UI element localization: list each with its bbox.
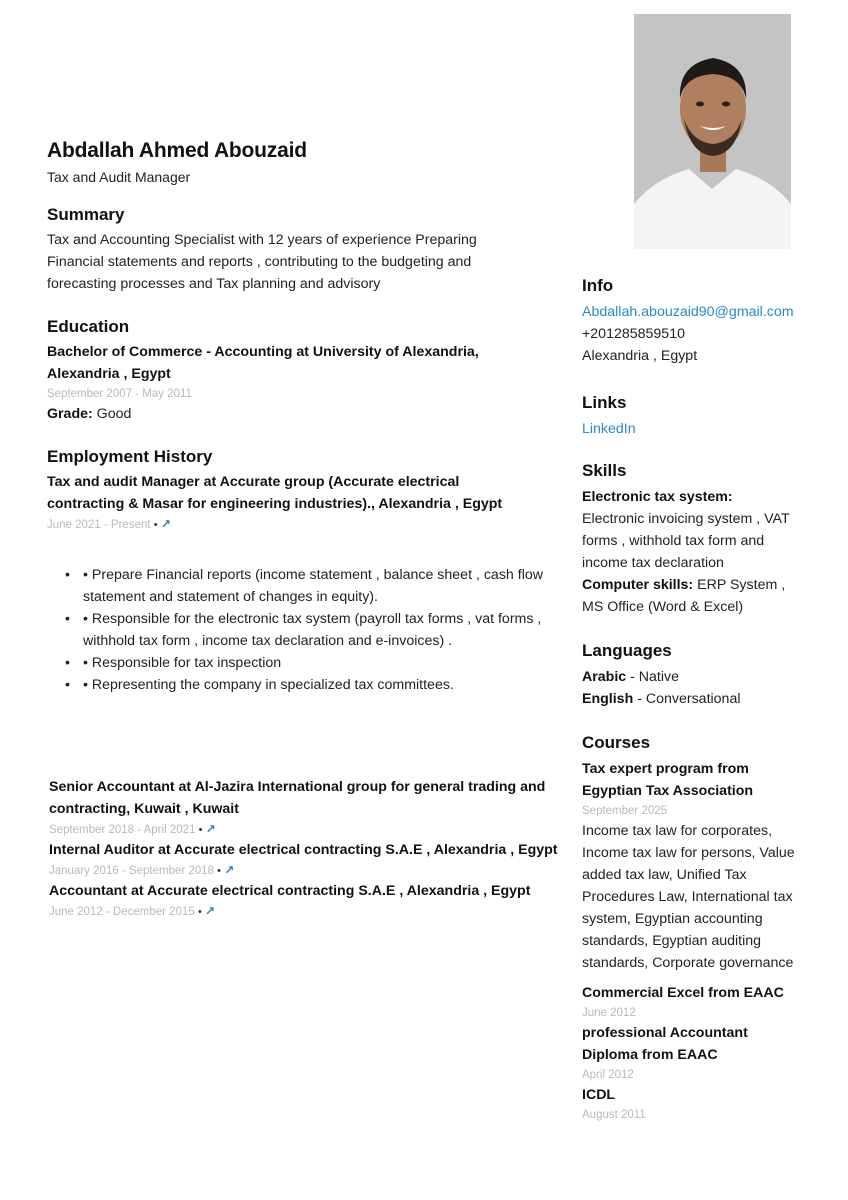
languages-heading: Languages bbox=[582, 641, 672, 660]
list-item: • • Prepare Financial reports (income statement , balance sheet , cash flow statement and statement of changes in equity). bbox=[47, 564, 557, 608]
language-item: Arabic - Native bbox=[582, 669, 679, 685]
candidate-title: Tax and Audit Manager bbox=[47, 169, 191, 185]
employment-older-jobs bbox=[49, 776, 559, 921]
skill-item: Computer skills: ERP System , MS Office (Word & Excel) bbox=[582, 577, 786, 615]
grade-value: Good bbox=[92, 406, 132, 422]
education-grade bbox=[47, 403, 557, 425]
external-link-icon[interactable]: ↗ bbox=[205, 904, 216, 918]
course-title: ICDL bbox=[582, 1087, 616, 1103]
job-dates-text: June 2021 - Present bbox=[47, 519, 151, 531]
courses-heading: Courses bbox=[582, 733, 651, 752]
external-link-icon[interactable]: ↗ bbox=[160, 517, 171, 531]
phone-number: +201285859510 bbox=[582, 326, 685, 342]
course-title: Commercial Excel from EAAC bbox=[582, 985, 784, 1001]
summary-text: Tax and Accounting Specialist with 12 years of experience Preparing Financial statements and reports , contributing to the budgeting and forecasting processes and Tax planning and advisory bbox=[47, 232, 477, 292]
separator-dot: • bbox=[198, 824, 203, 836]
list-item: • • Responsible for tax inspection bbox=[47, 652, 557, 674]
separator-dot: • bbox=[217, 865, 222, 877]
bullet-icon: • bbox=[65, 677, 70, 693]
course-date: June 2012 bbox=[582, 1007, 636, 1019]
list-item: • • Responsible for the electronic tax system (payroll tax forms , vat forms , withhold tax form , income tax declaration and e-invoices) . bbox=[47, 608, 557, 652]
language-item: English - Conversational bbox=[582, 691, 741, 707]
languages-section bbox=[582, 641, 832, 710]
links-section bbox=[582, 393, 832, 440]
job-title: Tax and audit Manager at Accurate group (Accurate electrical contracting & Masar for engineering industries)., Alexandria , Egypt bbox=[47, 474, 503, 512]
bullet-icon: • bbox=[65, 567, 70, 583]
location: Alexandria , Egypt bbox=[582, 348, 698, 364]
email-link[interactable]: Abdallah.abouzaid90@gmail.com bbox=[582, 304, 794, 320]
links-heading: Links bbox=[582, 393, 627, 412]
job-title: Internal Auditor at Accurate electrical contracting S.A.E , Alexandria , Egypt bbox=[49, 842, 558, 858]
skills-heading: Skills bbox=[582, 461, 627, 480]
skills-section bbox=[582, 461, 832, 618]
employment-heading: Employment History bbox=[47, 447, 213, 466]
education-heading: Education bbox=[47, 317, 130, 336]
bullet-icon: • bbox=[65, 611, 70, 627]
education-dates: September 2007 - May 2011 bbox=[47, 388, 192, 400]
external-link-icon[interactable]: ↗ bbox=[224, 863, 235, 877]
profile-photo bbox=[634, 14, 791, 249]
linkedin-link[interactable]: LinkedIn bbox=[582, 421, 636, 437]
job-title: Senior Accountant at Al-Jazira International group for general trading and contracting, Kuwait , Kuwait bbox=[49, 779, 546, 817]
summary-section bbox=[47, 205, 557, 295]
course-date: September 2025 bbox=[582, 805, 668, 817]
education-section bbox=[47, 317, 557, 425]
job-dates: June 2012 - December 2015 • ↗ bbox=[49, 904, 216, 918]
job-dates: January 2016 - September 2018 • ↗ bbox=[49, 863, 235, 877]
course-title: professional Accountant Diploma from EAAC bbox=[582, 1025, 748, 1063]
list-item: • • Representing the company in specialized tax committees. bbox=[47, 674, 557, 696]
person-portrait-icon bbox=[634, 14, 791, 249]
info-section bbox=[582, 276, 832, 367]
employment-section bbox=[47, 447, 557, 696]
job-responsibilities bbox=[47, 564, 557, 696]
course-date: April 2012 bbox=[582, 1069, 634, 1081]
summary-heading: Summary bbox=[47, 205, 125, 224]
education-title: Bachelor of Commerce - Accounting at University of Alexandria, Alexandria , Egypt bbox=[47, 344, 479, 382]
course-date: August 2011 bbox=[582, 1109, 646, 1121]
course-description: Income tax law for corporates, Income tax law for persons, Value added tax law, Unified Tax Procedures Law, International tax system, Egyptian accounting standards, Egyptian auditing standards, Corporate governance bbox=[582, 823, 795, 971]
job-dates: September 2018 - April 2021 • ↗ bbox=[49, 822, 216, 836]
info-heading: Info bbox=[582, 276, 614, 295]
candidate-name: Abdallah Ahmed Abouzaid bbox=[47, 139, 307, 162]
separator-dot: • bbox=[197, 906, 202, 918]
external-link-icon[interactable]: ↗ bbox=[205, 822, 216, 836]
bullet-icon: • bbox=[65, 655, 70, 671]
courses-section bbox=[582, 733, 832, 1124]
course-title: Tax expert program from Egyptian Tax Association bbox=[582, 761, 754, 799]
grade-label: Grade: bbox=[47, 406, 93, 422]
separator-dot: • bbox=[153, 519, 158, 531]
skill-item: Electronic tax system: Electronic invoicing system , VAT forms , withhold tax form and income tax declaration bbox=[582, 489, 790, 571]
job-title: Accountant at Accurate electrical contracting S.A.E , Alexandria , Egypt bbox=[49, 883, 531, 899]
job-dates bbox=[47, 515, 557, 534]
